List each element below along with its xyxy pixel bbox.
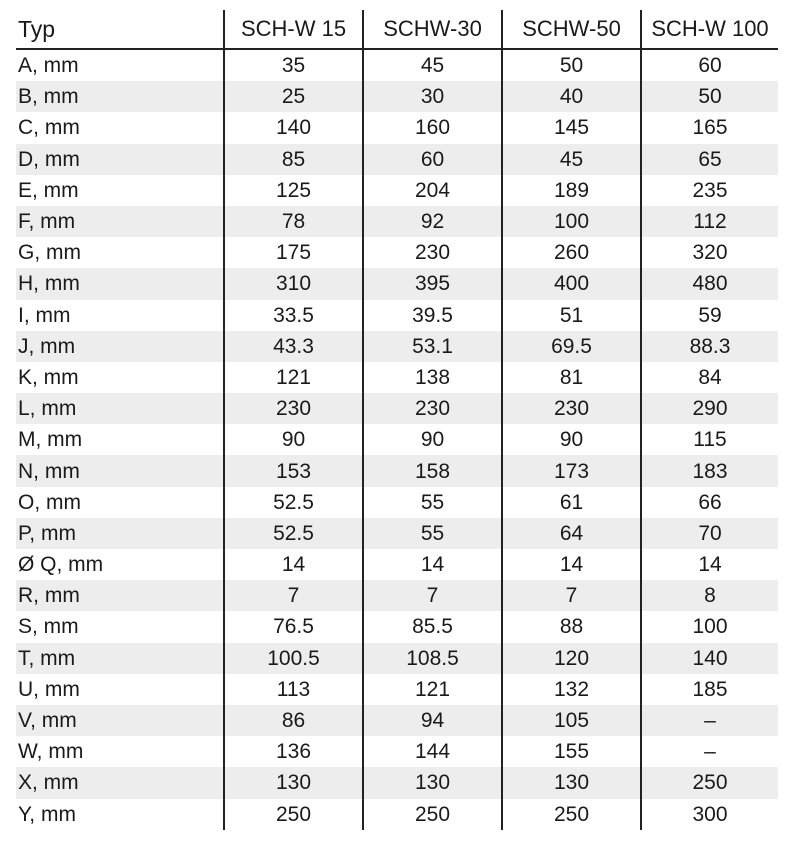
- table-cell: 230: [363, 237, 502, 268]
- header-schw-30: SCHW-30: [363, 10, 502, 49]
- table-cell: 250: [502, 799, 641, 830]
- table-row: [16, 455, 778, 486]
- table-cell: 140: [641, 643, 778, 674]
- table-row: [16, 424, 778, 455]
- table-cell: 100.5: [224, 643, 363, 674]
- table-row: [16, 705, 778, 736]
- table-cell: 165: [641, 112, 778, 143]
- table-cell: 14: [502, 549, 641, 580]
- table-cell: 105: [502, 705, 641, 736]
- table-cell: 50: [641, 81, 778, 112]
- table-cell: 78: [224, 206, 363, 237]
- row-label: Y, mm: [18, 802, 76, 826]
- table-cell: 86: [224, 705, 363, 736]
- table-cell: 108.5: [363, 643, 502, 674]
- table-cell: 40: [502, 81, 641, 112]
- table-cell: 173: [502, 455, 641, 486]
- table-cell: 14: [224, 549, 363, 580]
- row-label: E, mm: [18, 178, 79, 202]
- table-row: [16, 49, 778, 81]
- table-cell: 153: [224, 455, 363, 486]
- table-cell: 14: [363, 549, 502, 580]
- header-sch-w-100: SCH-W 100: [641, 10, 778, 49]
- table-cell: 70: [641, 518, 778, 549]
- table-cell: 35: [224, 49, 363, 81]
- table-cell: 76.5: [224, 611, 363, 642]
- table-row: [16, 237, 778, 268]
- table-cell: 310: [224, 268, 363, 299]
- table-cell: 43.3: [224, 331, 363, 362]
- table-cell: 69.5: [502, 331, 641, 362]
- table-cell: 300: [641, 799, 778, 830]
- table-cell: 112: [641, 206, 778, 237]
- table-cell: 85.5: [363, 611, 502, 642]
- table-cell: 53.1: [363, 331, 502, 362]
- table-cell: 230: [224, 393, 363, 424]
- row-label: N, mm: [16, 455, 224, 486]
- row-label: D, mm: [16, 144, 224, 175]
- table-cell: 60: [641, 49, 778, 81]
- header-schw-50: SCHW-50: [502, 10, 641, 49]
- row-label: Ø Q, mm: [18, 553, 104, 577]
- table-cell: 7: [363, 580, 502, 611]
- table-cell: 52.5: [224, 487, 363, 518]
- table-row: [16, 331, 778, 362]
- row-label: J, mm: [16, 331, 224, 362]
- table-row: [16, 549, 778, 580]
- table-cell: 59: [641, 300, 778, 331]
- table-cell: 290: [641, 393, 778, 424]
- row-label: H, mm: [16, 268, 224, 299]
- row-label: P, mm: [16, 518, 224, 549]
- table-cell: –: [641, 705, 778, 736]
- row-label: I, mm: [18, 303, 71, 327]
- table-row: [16, 81, 778, 112]
- table-cell: 130: [224, 767, 363, 798]
- table-cell: 140: [224, 112, 363, 143]
- row-label: A, mm: [18, 54, 79, 78]
- table-row: [16, 643, 778, 674]
- table-cell: 121: [363, 674, 502, 705]
- table-cell: 7: [502, 580, 641, 611]
- table-row: [16, 518, 778, 549]
- table-cell: 25: [224, 81, 363, 112]
- row-label: R, mm: [16, 580, 224, 611]
- table-cell: 100: [641, 611, 778, 642]
- row-label: B, mm: [16, 81, 224, 112]
- table-cell: 33.5: [224, 300, 363, 331]
- table-cell: 55: [363, 518, 502, 549]
- table-row: [16, 767, 778, 798]
- table-cell: 250: [363, 799, 502, 830]
- table-cell: 132: [502, 674, 641, 705]
- table-row: [16, 611, 778, 642]
- table-row: [16, 144, 778, 175]
- spec-table-container: [16, 10, 778, 830]
- table-cell: 130: [502, 767, 641, 798]
- row-label: U, mm: [18, 677, 80, 701]
- table-cell: 250: [224, 799, 363, 830]
- table-cell: 138: [363, 362, 502, 393]
- table-cell: 81: [502, 362, 641, 393]
- table-cell: 88.3: [641, 331, 778, 362]
- table-cell: 55: [363, 487, 502, 518]
- table-cell: 144: [363, 736, 502, 767]
- table-cell: 115: [641, 424, 778, 455]
- table-cell: 39.5: [363, 300, 502, 331]
- table-cell: 52.5: [224, 518, 363, 549]
- table-cell: 66: [641, 487, 778, 518]
- table-cell: 8: [641, 580, 778, 611]
- table-row: [16, 674, 778, 705]
- table-cell: 395: [363, 268, 502, 299]
- table-cell: 183: [641, 455, 778, 486]
- table-cell: 85: [224, 144, 363, 175]
- table-cell: 260: [502, 237, 641, 268]
- table-row: [16, 175, 778, 206]
- table-cell: 136: [224, 736, 363, 767]
- table-cell: 30: [363, 81, 502, 112]
- table-cell: 175: [224, 237, 363, 268]
- row-label: F, mm: [16, 206, 224, 237]
- table-row: [16, 112, 778, 143]
- table-cell: 130: [363, 767, 502, 798]
- table-cell: 45: [502, 144, 641, 175]
- table-cell: 88: [502, 611, 641, 642]
- table-cell: 120: [502, 643, 641, 674]
- header-typ: Typ: [16, 10, 224, 49]
- table-cell: 185: [641, 674, 778, 705]
- table-cell: 480: [641, 268, 778, 299]
- table-cell: 158: [363, 455, 502, 486]
- table-cell: 64: [502, 518, 641, 549]
- table-row: [16, 580, 778, 611]
- table-cell: 155: [502, 736, 641, 767]
- table-row: [16, 736, 778, 767]
- table-cell: 45: [363, 49, 502, 81]
- table-cell: 60: [363, 144, 502, 175]
- table-row: [16, 206, 778, 237]
- table-cell: 189: [502, 175, 641, 206]
- table-cell: 84: [641, 362, 778, 393]
- table-cell: 14: [641, 549, 778, 580]
- row-label: M, mm: [18, 428, 83, 452]
- table-row: [16, 268, 778, 299]
- table-cell: 90: [502, 424, 641, 455]
- row-label: S, mm: [18, 615, 79, 639]
- table-cell: 92: [363, 206, 502, 237]
- table-cell: 125: [224, 175, 363, 206]
- row-label: W, mm: [18, 740, 84, 764]
- table-cell: 90: [224, 424, 363, 455]
- table-row: [16, 799, 778, 830]
- table-row: [16, 393, 778, 424]
- table-cell: 61: [502, 487, 641, 518]
- table-cell: 50: [502, 49, 641, 81]
- table-cell: 51: [502, 300, 641, 331]
- table-cell: 113: [224, 674, 363, 705]
- table-cell: 230: [502, 393, 641, 424]
- row-label: V, mm: [16, 705, 224, 736]
- table-row: [16, 487, 778, 518]
- table-body: [16, 49, 778, 830]
- table-cell: 400: [502, 268, 641, 299]
- table-row: [16, 362, 778, 393]
- table-cell: 320: [641, 237, 778, 268]
- row-label: G, mm: [18, 241, 81, 265]
- table-cell: 145: [502, 112, 641, 143]
- table-cell: 94: [363, 705, 502, 736]
- table-cell: 100: [502, 206, 641, 237]
- table-header: [16, 10, 778, 49]
- row-label: X, mm: [16, 767, 224, 798]
- dimensions-table: [16, 10, 778, 830]
- table-cell: 230: [363, 393, 502, 424]
- header-sch-w-15: SCH-W 15: [224, 10, 363, 49]
- table-cell: 7: [224, 580, 363, 611]
- table-row: [16, 300, 778, 331]
- row-label: T, mm: [16, 643, 224, 674]
- table-cell: 160: [363, 112, 502, 143]
- row-label: K, mm: [18, 365, 79, 389]
- row-label: C, mm: [18, 116, 80, 140]
- row-label: L, mm: [16, 393, 224, 424]
- table-cell: 65: [641, 144, 778, 175]
- table-cell: 204: [363, 175, 502, 206]
- table-cell: 121: [224, 362, 363, 393]
- header-row: [16, 10, 778, 49]
- table-cell: 250: [641, 767, 778, 798]
- table-cell: 235: [641, 175, 778, 206]
- table-cell: 90: [363, 424, 502, 455]
- table-cell: –: [641, 736, 778, 767]
- row-label: O, mm: [18, 490, 81, 514]
